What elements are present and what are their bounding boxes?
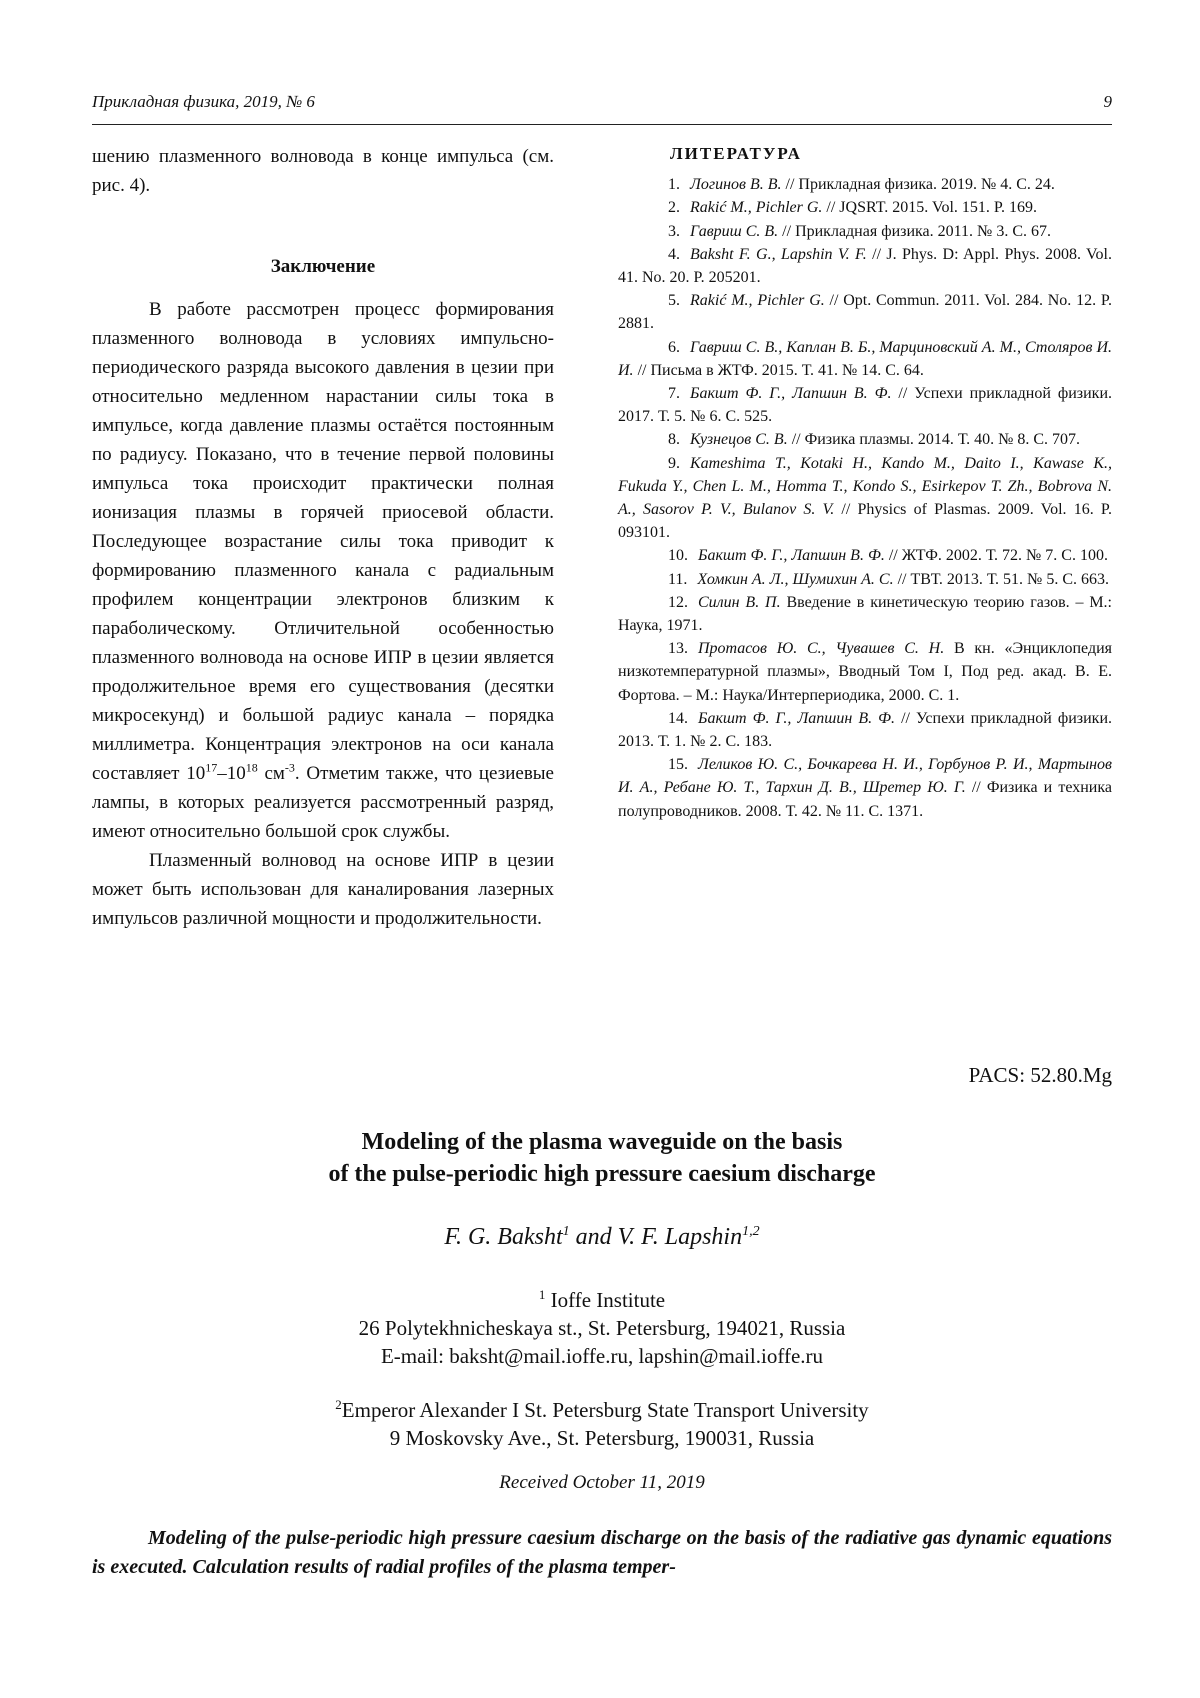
email-line: E-mail: baksht@mail.ioffe.ru, lapshin@mail.ioffe.ru [92,1342,1112,1370]
english-title [92,1126,1112,1190]
references-list [618,173,1112,823]
reference-item: 6. Гавриш С. В., Каплан В. Б., Марциновский А. М., Столяров И. И. // Письма в ЖТФ. 2015. Т. 41. № 14. С. 64. [618,336,1112,382]
reference-item: 15. Леликов Ю. С., Бочкарева Н. И., Горбунов Р. И., Мартынов И. А., Ребане Ю. Т., Тархин Д. В., Шретер Ю. Г. // Физика и техника полупроводников. 2008. Т. 42. № 11. С. 1371. [618,753,1112,823]
reference-item: 3. Гавриш С. В. // Прикладная физика. 2011. № 3. С. 67. [618,220,1112,243]
reference-item: 1. Логинов В. В. // Прикладная физика. 2019. № 4. С. 24. [618,173,1112,196]
references-column [618,142,1112,823]
reference-item: 11. Хомкин А. Л., Шумихин А. С. // ТВТ. 2013. Т. 51. № 5. С. 663. [618,568,1112,591]
conclusion-paragraph-1: В работе рассмотрен процесс формирования плазменного волновода в условиях импульсно-периодического разряда высокого давления в цезии при относительно медленном нарастании силы тока в импульсе, когда давление плазмы остаётся постоянным по радиусу. Показано, что в течение первой половины импульса тока происходит практически полная ионизация плазмы в горячей приосевой области. Последующее возрастание силы тока приводит к формированию плазменного канала с радиальным профилем концентрации электронов близким к параболическому. Отличительной особенностью плазменного волновода на основе ИПР в цезии является продолжительное время его существования (десятки микросекунд) и большой радиус канала – порядка миллиметра. Концентрация электронов на оси канала составляет 1017–1018 см-3. Отметим также, что цезиевые лампы, в которых реализуется рассмотренный разряд, имеют относительно большой срок службы. [92,295,554,846]
left-column [92,142,554,933]
reference-item: 4. Baksht F. G., Lapshin V. F. // J. Phys. D: Appl. Phys. 2008. Vol. 41. No. 20. P. 205201. [618,243,1112,289]
running-header [92,92,1112,112]
reference-item: 12. Силин В. П. Введение в кинетическую теорию газов. – М.: Наука, 1971. [618,591,1112,637]
reference-item: 5. Rakić M., Pichler G. // Opt. Commun. 2011. Vol. 284. No. 12. P. 2881. [618,289,1112,335]
english-authors: F. G. Baksht1 and V. F. Lapshin1,2 [92,1224,1112,1251]
reference-item: 7. Бакшт Ф. Г., Лапшин В. Ф. // Успехи прикладной физики. 2017. Т. 5. № 6. С. 525. [618,382,1112,428]
received-date: Received October 11, 2019 [92,1472,1112,1494]
page-number: 9 [1104,92,1113,112]
abstract: Modeling of the pulse-periodic high pressure caesium discharge on the basis of the radiative gas dynamic equations is executed. Calculation results of radial profiles of the plasma temper- [92,1524,1112,1582]
references-heading: ЛИТЕРАТУРА [670,142,1112,165]
conclusion-heading: Заключение [92,252,554,281]
reference-item: 10. Бакшт Ф. Г., Лапшин В. Ф. // ЖТФ. 2002. Т. 72. № 7. С. 100. [618,544,1112,567]
conclusion-paragraph-2: Плазменный волновод на основе ИПР в цезии может быть использован для каналирования лазерных импульсов различной мощности и продолжительности. [92,846,554,933]
title-line-2: of the pulse-periodic high pressure caesium discharge [92,1158,1112,1190]
intro-paragraph: шению плазменного волновода в конце импульса (см. рис. 4). [92,142,554,200]
header-rule [92,124,1112,125]
reference-item: 8. Кузнецов С. В. // Физика плазмы. 2014. Т. 40. № 8. С. 707. [618,428,1112,451]
reference-item: 14. Бакшт Ф. Г., Лапшин В. Ф. // Успехи прикладной физики. 2013. Т. 1. № 2. С. 183. [618,707,1112,753]
reference-item: 9. Kameshima T., Kotaki H., Kando M., Daito I., Kawase K., Fukuda Y., Chen L. M., Homma T., Kondo S., Esirkepov T. Zh., Bobrova N. A., Sasorov P. V., Bulanov S. V. // Physics of Plasmas. 2009. Vol. 16. P. 093101. [618,452,1112,545]
pacs-code: PACS: 52.80.Mg [969,1063,1112,1088]
reference-item: 2. Rakić M., Pichler G. // JQSRT. 2015. Vol. 151. P. 169. [618,196,1112,219]
affiliation-1: 1 Ioffe Institute 26 Polytekhnicheskaya st., St. Petersburg, 194021, Russia E-mail: baksht@mail.ioffe.ru, lapshin@mail.ioffe.ru [92,1281,1112,1370]
reference-item: 13. Протасов Ю. С., Чувашев С. Н. В кн. «Энциклопедия низкотемпературной плазмы», Вводный Том I, Под ред. акад. В. Е. Фортова. – М.: Наука/Интерпериодика, 2000. С. 1. [618,637,1112,707]
affiliation-2: 2Emperor Alexander I St. Petersburg State Transport University 9 Moskovsky Ave., St. Petersburg, 190031, Russia [92,1391,1112,1452]
title-line-1: Modeling of the plasma waveguide on the basis [92,1126,1112,1158]
page [92,0,1112,1698]
journal-name: Прикладная физика, 2019, № 6 [92,92,315,112]
